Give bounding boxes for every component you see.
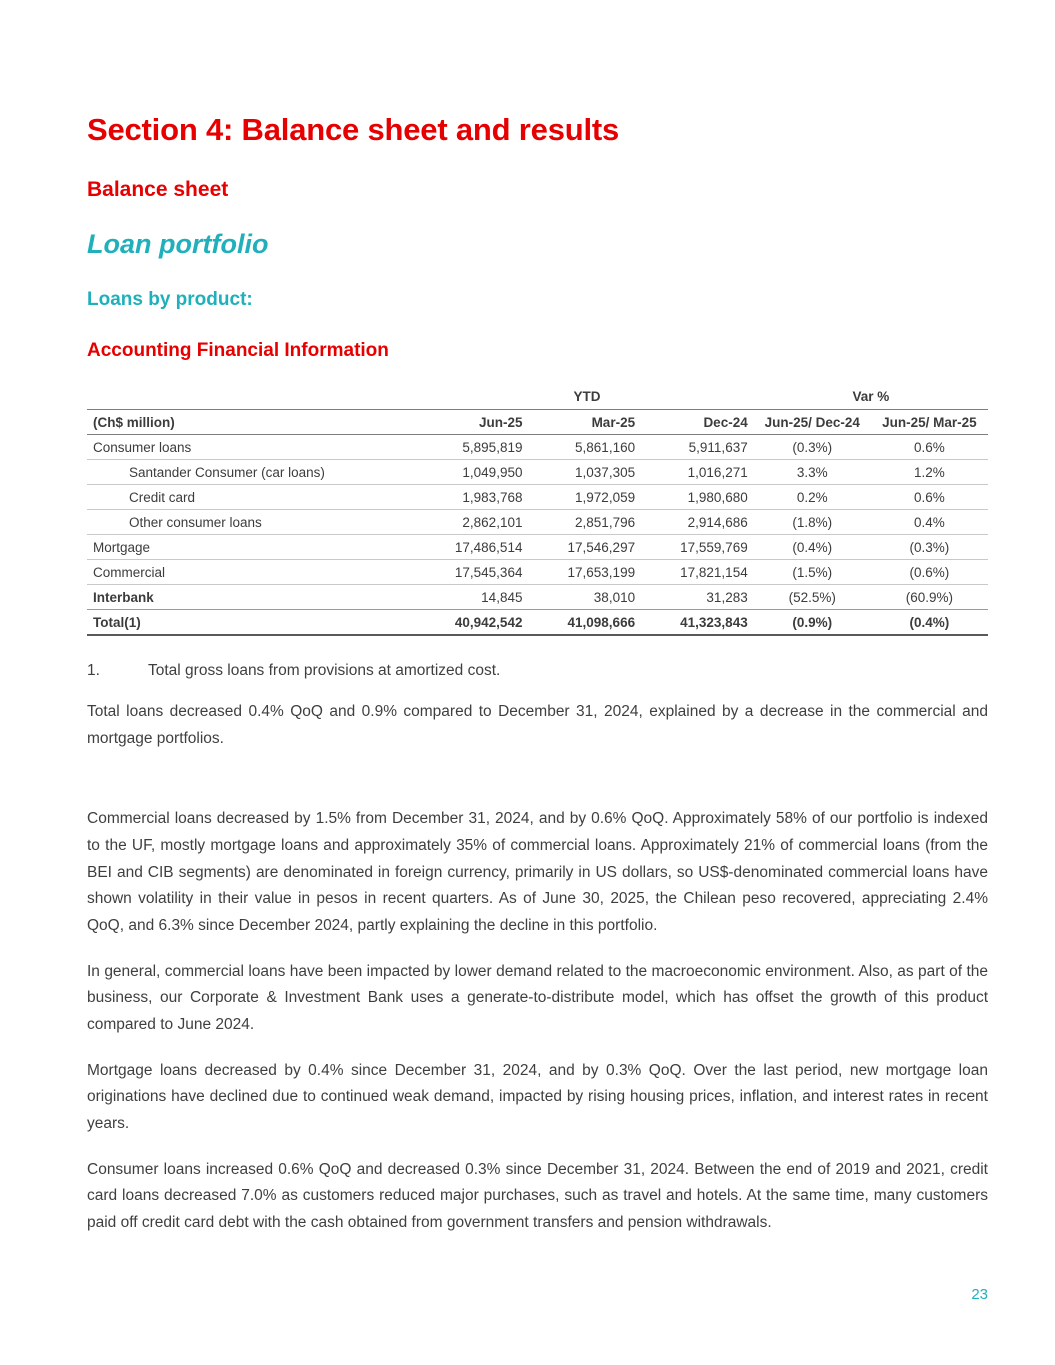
table-cell: (1.8%) bbox=[754, 510, 871, 535]
section-title: Section 4: Balance sheet and results bbox=[87, 112, 620, 147]
table-cell: (0.4%) bbox=[754, 535, 871, 560]
table-cell: 0.6% bbox=[871, 435, 988, 460]
table-cell: 17,545,364 bbox=[420, 560, 528, 585]
footnote-text: Total gross loans from provisions at amortized cost. bbox=[148, 662, 501, 679]
table-row-total bbox=[87, 610, 988, 636]
var-group-header: Var % bbox=[754, 384, 988, 410]
table-cell: (0.3%) bbox=[871, 535, 988, 560]
row-label: Other consumer loans bbox=[87, 510, 420, 535]
table-cell: 17,821,154 bbox=[641, 560, 754, 585]
table-cell: 17,486,514 bbox=[420, 535, 528, 560]
table-cell: 3.3% bbox=[754, 460, 871, 485]
table-cell: (0.6%) bbox=[871, 560, 988, 585]
table-cell: (52.5%) bbox=[754, 585, 871, 610]
table-cell: 17,559,769 bbox=[641, 535, 754, 560]
ytd-group-header: YTD bbox=[420, 384, 753, 410]
table-body bbox=[87, 435, 988, 636]
table-cell: 2,851,796 bbox=[528, 510, 641, 535]
paragraph-commercial-loans: Commercial loans decreased by 1.5% from December 31, 2024, and by 0.6% QoQ. Approximately 58% of our portfolio is indexed to the UF, mostly mortgage loans and approximately 35% of commercial loans. Approximately 21% of commercial loans (from the BEI and CIB segments) are denominated in foreign currency, primarily in US dollars, so US$-denominated commercial loans have shown volatility in their value in pesos in recent quarters. As of June 30, 2025, the Chilean peso recovered, appreciating 2.4% QoQ, and 6.3% since December 2024, partly explaining the decline in this portfolio. bbox=[87, 810, 988, 934]
table-cell: 2,862,101 bbox=[420, 510, 528, 535]
footnote bbox=[87, 662, 988, 680]
table-cell: 38,010 bbox=[528, 585, 641, 610]
footnote-number: 1. bbox=[87, 662, 100, 679]
table-cell: 5,895,819 bbox=[420, 435, 528, 460]
table-cell: 31,283 bbox=[641, 585, 754, 610]
table-cell: 17,546,297 bbox=[528, 535, 641, 560]
table-cell: 1,972,059 bbox=[528, 485, 641, 510]
empty-group-cell bbox=[87, 384, 420, 410]
table-column-header-row bbox=[87, 410, 988, 435]
table-group-header-row bbox=[87, 384, 988, 410]
table-cell: 1,983,768 bbox=[420, 485, 528, 510]
column-header-dec24: Dec-24 bbox=[641, 410, 754, 435]
column-header-jun25-mar25: Jun-25/ Mar-25 bbox=[871, 410, 988, 435]
row-label: Interbank bbox=[87, 585, 420, 610]
paragraph-commercial-demand: In general, commercial loans have been impacted by lower demand related to the macroeconomic environment. Also, as part of the business, our Corporate & Investment Bank uses a generate-to-distribute model, which has offset the growth of this product compared to June 2024. bbox=[87, 962, 988, 1033]
loan-portfolio-heading: Loan portfolio bbox=[87, 229, 269, 259]
row-label: Commercial bbox=[87, 560, 420, 585]
table-cell: (0.9%) bbox=[754, 610, 871, 636]
table-cell: 0.4% bbox=[871, 510, 988, 535]
table-cell: 1,037,305 bbox=[528, 460, 641, 485]
column-header-unit: (Ch$ million) bbox=[87, 410, 420, 435]
table-row-consumer-loans bbox=[87, 435, 988, 460]
row-label: Consumer loans bbox=[87, 435, 420, 460]
column-header-jun25-dec24: Jun-25/ Dec-24 bbox=[754, 410, 871, 435]
table-row-mortgage bbox=[87, 535, 988, 560]
table-header bbox=[87, 384, 988, 435]
column-header-jun25: Jun-25 bbox=[420, 410, 528, 435]
accounting-info-heading: Accounting Financial Information bbox=[87, 340, 389, 361]
table-row-other-consumer-loans bbox=[87, 510, 988, 535]
table-row-credit-card bbox=[87, 485, 988, 510]
table-cell: 1,049,950 bbox=[420, 460, 528, 485]
table-cell: 0.6% bbox=[871, 485, 988, 510]
row-label: Santander Consumer (car loans) bbox=[87, 460, 420, 485]
table-cell: 17,653,199 bbox=[528, 560, 641, 585]
table-cell: 40,942,542 bbox=[420, 610, 528, 636]
loans-by-product-table bbox=[87, 384, 988, 636]
table-cell: 41,098,666 bbox=[528, 610, 641, 636]
row-label: Total(1) bbox=[87, 610, 420, 636]
table-cell: 0.2% bbox=[754, 485, 871, 510]
table-cell: 5,861,160 bbox=[528, 435, 641, 460]
loans-by-product-heading: Loans by product: bbox=[87, 289, 253, 310]
paragraph-total-loans: Total loans decreased 0.4% QoQ and 0.9% compared to December 31, 2024, explained by a decrease in the commercial and mortgage portfolios. bbox=[87, 703, 988, 747]
table-cell: 1,980,680 bbox=[641, 485, 754, 510]
table-row-santander-consumer bbox=[87, 460, 988, 485]
row-label: Credit card bbox=[87, 485, 420, 510]
table-cell: (1.5%) bbox=[754, 560, 871, 585]
column-header-mar25: Mar-25 bbox=[528, 410, 641, 435]
table-cell: 14,845 bbox=[420, 585, 528, 610]
row-label: Mortgage bbox=[87, 535, 420, 560]
paragraph-mortgage-loans: Mortgage loans decreased by 0.4% since December 31, 2024, and by 0.3% QoQ. Over the last period, new mortgage loan originations have declined due to continued weak demand, impacted by rising housing prices, inflation, and interest rates in recent years. bbox=[87, 1061, 988, 1132]
table-cell: 1.2% bbox=[871, 460, 988, 485]
table-cell: (60.9%) bbox=[871, 585, 988, 610]
page-number: 23 bbox=[971, 1286, 988, 1303]
table-cell: 1,016,271 bbox=[641, 460, 754, 485]
paragraph-consumer-loans: Consumer loans increased 0.6% QoQ and decreased 0.3% since December 31, 2024. Between the end of 2019 and 2021, credit card loans decreased 7.0% as customers reduced major purchases, such as travel and hotels. At the same time, many customers paid off credit card debt with the cash obtained from government transfers and pension withdrawals. bbox=[87, 1160, 988, 1231]
table-cell: 2,914,686 bbox=[641, 510, 754, 535]
table-cell: 41,323,843 bbox=[641, 610, 754, 636]
table-cell: 5,911,637 bbox=[641, 435, 754, 460]
table-cell: (0.3%) bbox=[754, 435, 871, 460]
balance-sheet-heading: Balance sheet bbox=[87, 178, 229, 201]
table-cell: (0.4%) bbox=[871, 610, 988, 636]
table-row-interbank bbox=[87, 585, 988, 610]
table-row-commercial bbox=[87, 560, 988, 585]
